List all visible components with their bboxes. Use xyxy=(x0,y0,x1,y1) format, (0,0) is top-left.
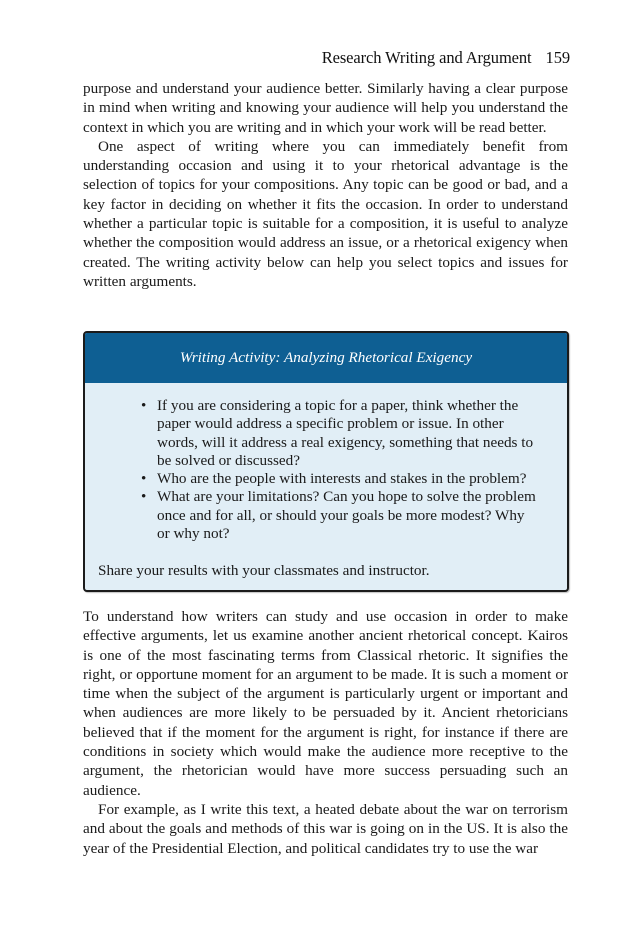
paragraph: To understand how writers can study and use occasion in order to make effective arguments, let us examine another ancient rhetorical concept. Kairos is one of the most fascinating terms from Classical rhetoric. It signifies the right, or opportune moment for an argument to be made. It is such a moment or time when the subject of the argument is particularly urgent or important and when audiences are more likely to be persuaded by it. Ancient rhetoricians believed that if the moment for the argument is right, for instance if there are conditions in society which would make the audience more receptive to the argument, the rhetorician would have more success persuading such an audience. xyxy=(83,608,568,799)
activity-item xyxy=(141,470,537,488)
activity-title: Writing Activity: Analyzing Rhetorical Exigency xyxy=(85,333,567,383)
writing-activity-box xyxy=(83,331,569,592)
activity-footer: Share your results with your classmates and instructor. xyxy=(98,562,430,579)
paragraph: For example, as I write this text, a heated debate about the war on terrorism and about the goals and methods of this war is going on in the US. It is also the year of the Presidential Election, and political candidates try to use the war xyxy=(83,800,568,857)
activity-item xyxy=(141,488,537,543)
activity-item xyxy=(141,397,537,470)
paragraph: purpose and understand your audience better. Similarly having a clear purpose in mind when writing and knowing your audience will help you understand the context in which you are writing and in which your work will be read better. xyxy=(83,80,568,136)
activity-item-text: Who are the people with interests and stakes in the problem? xyxy=(157,470,527,488)
bullet-icon: • xyxy=(141,397,147,414)
running-title: Research Writing and Argument xyxy=(321,48,532,67)
activity-item-text: What are your limitations? Can you hope to solve the problem once and for all, or should your goals be more modest? Why or why not? xyxy=(157,488,536,543)
activity-item-text: If you are considering a topic for a paper, think whether the paper would address a specific problem or issue. In other words, will it address a real exigency, something that needs to be solved or discussed? xyxy=(157,397,534,469)
bullet-icon: • xyxy=(141,488,147,506)
paragraph: One aspect of writing where you can immediately benefit from understanding occasion and using it to your rhetorical advantage is the selection of topics for your compositions. Any topic can be good or bad, and a key factor in deciding on whether it fits the occasion. In order to understand whether a particular topic is suitable for a composition, it is useful to analyze whether the composition would address an issue, or a rhetorical exigency when created. The writing activity below can help you select topics and issues for written arguments. xyxy=(83,137,568,290)
body-text-bottom xyxy=(83,607,568,858)
bullet-icon: • xyxy=(141,470,147,488)
running-head xyxy=(322,48,570,68)
body-text-top xyxy=(83,79,568,291)
activity-list xyxy=(85,397,537,543)
page-number: 159 xyxy=(545,48,570,67)
